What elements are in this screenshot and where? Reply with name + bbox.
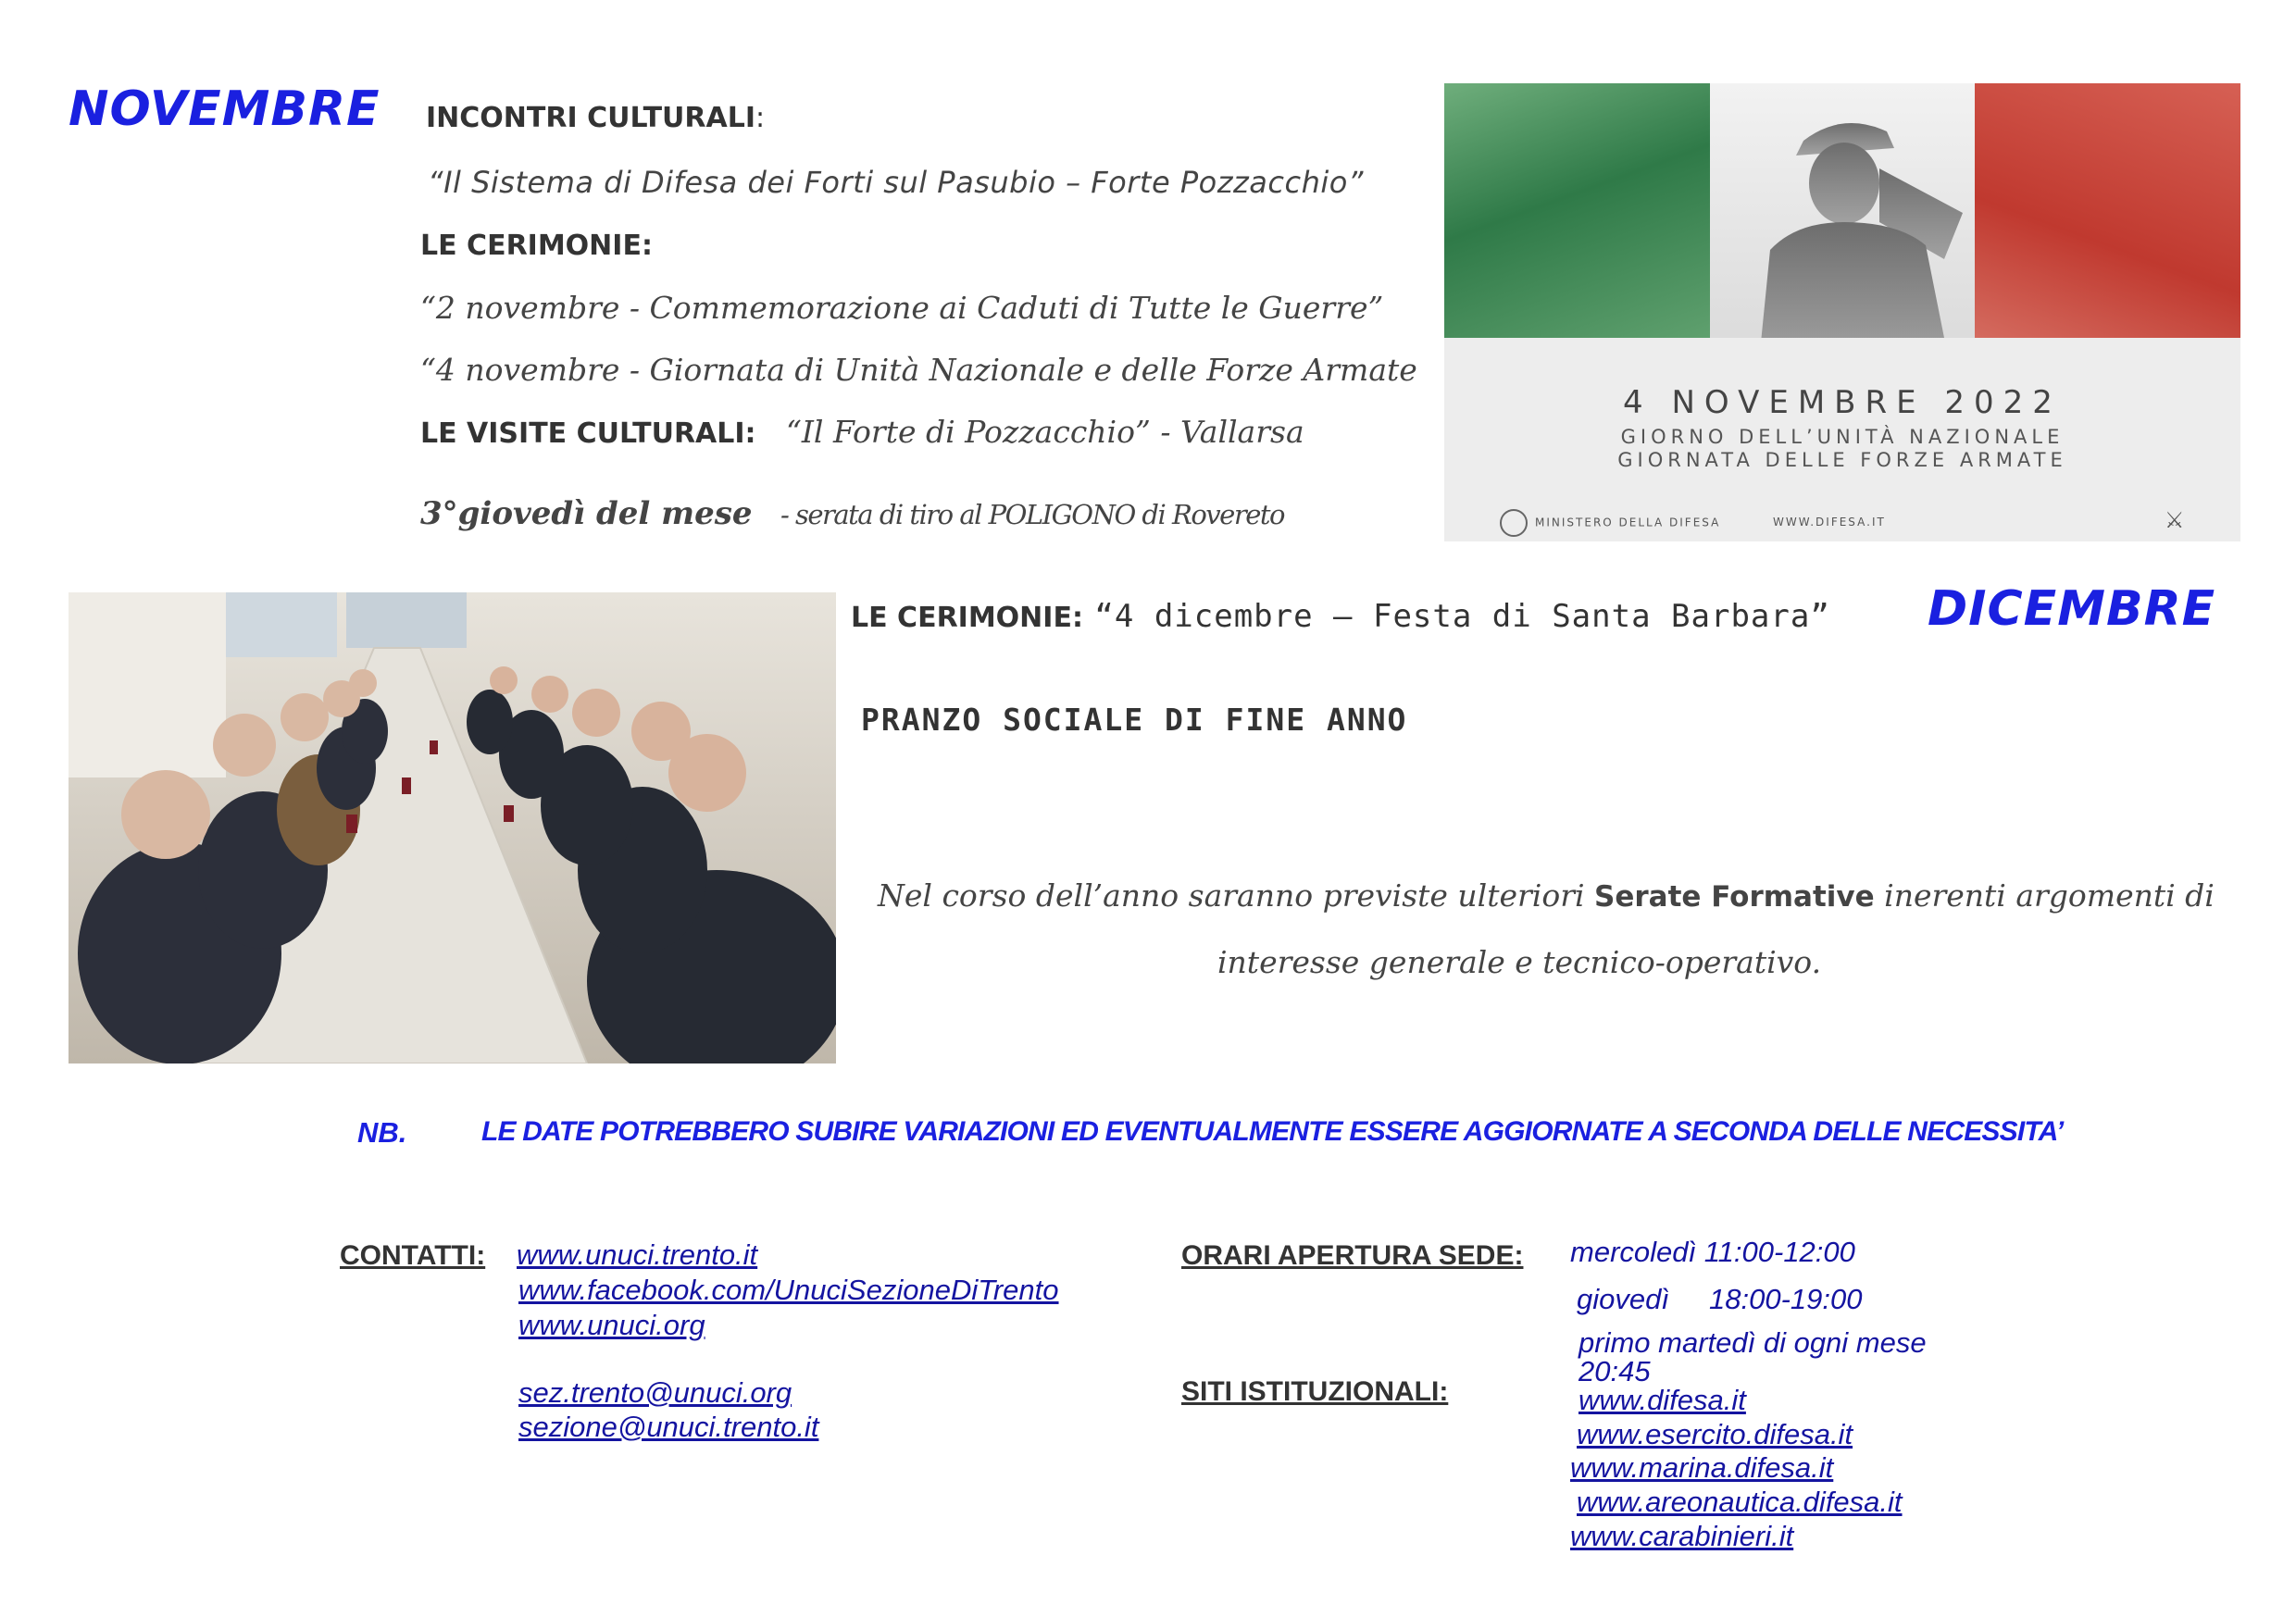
link-facebook[interactable]: www.facebook.com/UnuciSezioneDiTrento (518, 1274, 1059, 1306)
poster-ministry (1500, 509, 1720, 537)
visite-culturali (420, 414, 1304, 450)
link-aeronautica[interactable]: www.areonautica.difesa.it (1577, 1486, 1903, 1518)
poster-line-2: GIORNATA DELLE FORZE ARMATE (1617, 449, 2067, 471)
serate-text-1: Nel corso dell’anno saranno previste ulteriori (878, 877, 1595, 914)
poster-date: 4 NOVEMBRE 2022 (1623, 384, 2062, 421)
link-carabinieri[interactable]: www.carabinieri.it (1570, 1520, 1794, 1552)
crossed-swords-icon: ⚔ (2165, 507, 2187, 533)
contatti-label: CONTATTI: (340, 1240, 486, 1271)
lunch-table-photo (69, 592, 836, 1063)
nb-text: LE DATE POTREBBERO SUBIRE VARIAZIONI ED EVENTUALMENTE ESSERE AGGIORNATE A SECONDA DELLE NECESSITA’ (481, 1116, 2064, 1147)
emblem-icon (1500, 509, 1528, 537)
month-dicembre: DICEMBRE (1928, 581, 2216, 637)
orari-martedi: primo martedì di ogni mese (1578, 1326, 1927, 1359)
serate-line-1 (878, 877, 2215, 914)
month-novembre: NOVEMBRE (69, 81, 381, 137)
link-difesa[interactable]: www.difesa.it (1578, 1384, 1746, 1416)
email-sez-trento[interactable]: sez.trento@unuci.org (518, 1376, 792, 1409)
link-marina[interactable]: www.marina.difesa.it (1570, 1451, 1834, 1484)
cerimonia-2-novembre: “2 novembre - Commemorazione ai Caduti di Tutte le Guerre” (420, 290, 1384, 326)
siti-label: SITI ISTITUZIONALI: (1181, 1376, 1449, 1407)
serate-formative: Serate Formative (1594, 880, 1875, 914)
poligono-text: - serata di tiro al POLIGONO di Rovereto (780, 499, 1284, 530)
incontri-label: INCONTRI CULTURALI (426, 102, 756, 134)
incontri-heading (426, 102, 765, 134)
link-unuci-org[interactable]: www.unuci.org (518, 1309, 705, 1341)
orari-mercoledi: mercoledì 11:00-12:00 (1570, 1236, 1855, 1268)
incontri-colon: : (755, 102, 766, 134)
nb-label: NB. (357, 1116, 407, 1149)
poster-line-1: GIORNO DELL’UNITÀ NAZIONALE (1620, 426, 2065, 448)
cerimonie-dicembre (851, 598, 1830, 635)
incontri-title: “Il Sistema di Difesa dei Forti sul Pasubio – Forte Pozzacchio” (428, 165, 1364, 200)
serate-text-2: inerenti argomenti di (1874, 877, 2215, 914)
poster-ministry-text: MINISTERO DELLA DIFESA (1535, 516, 1721, 529)
orari-martedi-time: 20:45 (1578, 1355, 1651, 1387)
cerimonie-dic-label: LE CERIMONIE: (851, 602, 1083, 634)
orari-giovedi: giovedì 18:00-19:00 (1577, 1283, 1863, 1315)
link-esercito[interactable]: www.esercito.difesa.it (1577, 1418, 1853, 1450)
visite-text: “Il Forte di Pozzacchio” - Vallarsa (786, 414, 1304, 450)
poligono-line (420, 495, 1284, 532)
saluting-soldier-silhouette (1444, 83, 2240, 361)
email-sezione[interactable]: sezione@unuci.trento.it (518, 1411, 819, 1443)
group-photo (69, 592, 836, 1063)
visite-label: LE VISITE CULTURALI: (420, 417, 756, 450)
link-unuci-trento[interactable]: www.unuci.trento.it (517, 1238, 758, 1271)
orari-label: ORARI APERTURA SEDE: (1181, 1240, 1524, 1271)
pranzo-sociale: PRANZO SOCIALE DI FINE ANNO (861, 702, 1408, 738)
cerimonia-4-novembre: “4 novembre - Giornata di Unità Nazionale e delle Forze Armate (420, 352, 1417, 388)
poster-url: WWW.DIFESA.IT (1773, 516, 1886, 529)
giovedi-label: 3°giovedì del mese (420, 495, 753, 532)
cerimonie-nov-label: LE CERIMONIE: (420, 230, 653, 262)
4-novembre-poster (1444, 83, 2240, 541)
santa-barbara-text: “4 dicembre – Festa di Santa Barbara” (1094, 598, 1830, 635)
serate-line-2: interesse generale e tecnico-operativo. (1217, 944, 1822, 980)
